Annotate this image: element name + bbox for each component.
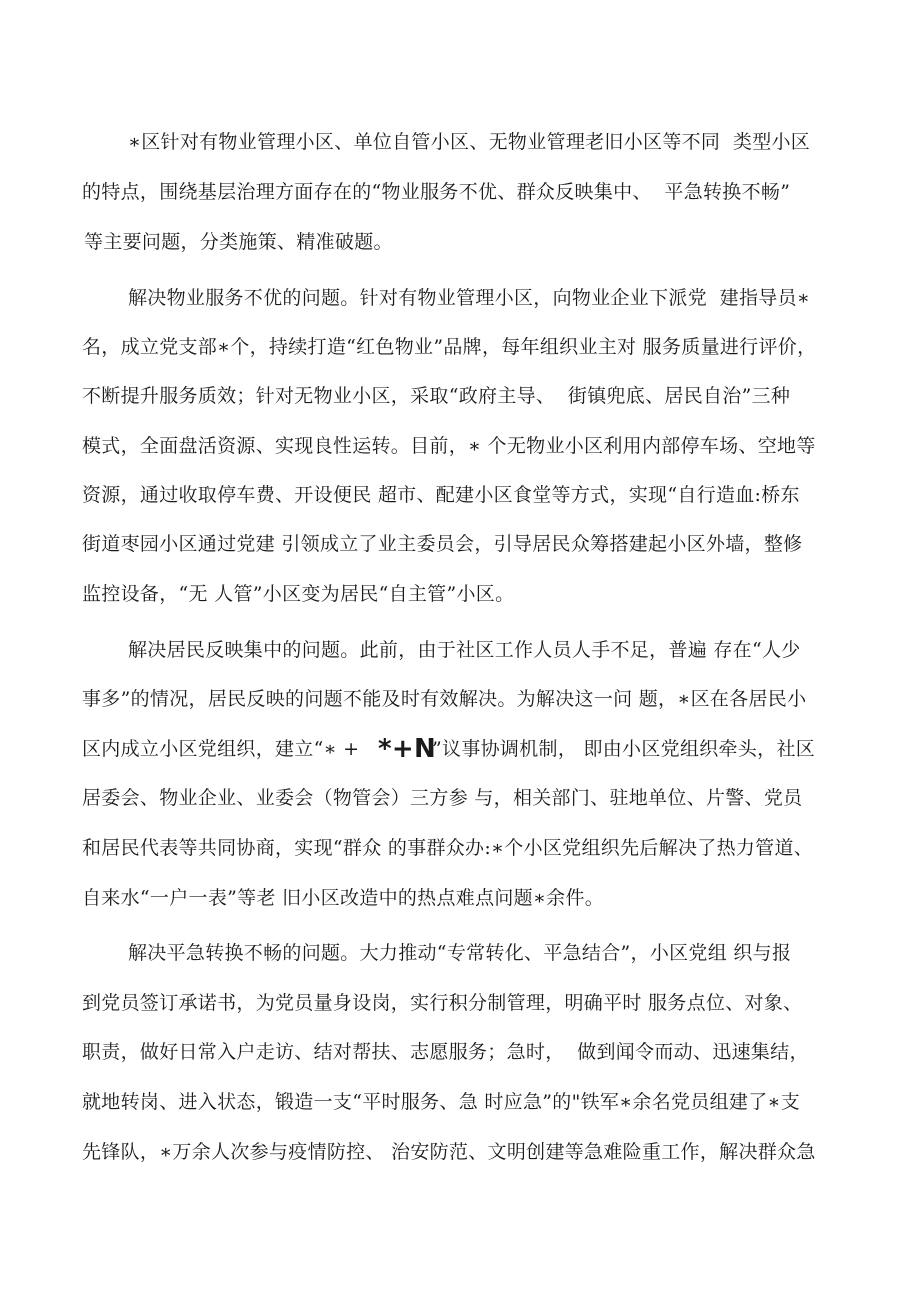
paragraph-4-line-4 — [0, 1086, 920, 1118]
text-line: 监控设备，“无 人管”小区变为居民“自主管”小区。 — [82, 583, 515, 605]
paragraph-3-line-3 — [0, 733, 920, 765]
text-line: 和居民代表等共同协商，实现“群众 的事群众办:∗个小区党组织先后解决了热力管道、 — [82, 837, 814, 859]
text-line: 就地转岗、进入状态，锻造一支“平时服务、急 时应急”的"铁军∗余名党员组建了∗支 — [82, 1091, 801, 1113]
text-line: 等主要问题，分类施策、精准破题。 — [84, 231, 393, 253]
paragraph-4-line-5 — [0, 1136, 920, 1168]
text-line: 解决物业服务不优的问题。针对有物业管理小区，向物业企业下派党 建指导员∗ — [128, 287, 811, 309]
text-line: 自来水“一户一表”等老 旧小区改造中的热点难点问题∗余件。 — [82, 887, 605, 909]
text-line: 资源，通过收取停车费、开设便民 超市、配建小区食堂等方式，实现“自行造血:桥东 — [82, 484, 800, 506]
text-line: 街道枣园小区通过党建 引领成立了业主委员会，引导居民众筹搭建起小区外墙，整修 — [82, 533, 803, 555]
paragraph-3-line-2 — [0, 683, 920, 715]
paragraph-2-line-7 — [0, 578, 920, 610]
paragraph-2-line-3 — [0, 380, 920, 412]
text-line: 事多”的情况，居民反映的问题不能及时有效解决。为解决这一问 题，∗区在各居民小 — [82, 688, 807, 710]
text-line-tail: ”议事协调机制， 即由小区党组织牵头，社区 — [432, 738, 816, 760]
paragraph-3-line-4 — [0, 782, 920, 814]
text-line: ∗区针对有物业管理小区、单位自管小区、无物业管理老旧小区等不同 类型小区 — [128, 131, 811, 153]
paragraph-2-line-1 — [0, 282, 920, 314]
paragraph-2-line-2 — [0, 331, 920, 363]
paragraph-4-line-1 — [0, 937, 920, 969]
paragraph-1-line-2 — [0, 176, 920, 208]
paragraph-2-line-6 — [0, 528, 920, 560]
text-line: 解决平急转换不畅的问题。大力推动“专常转化、平急结合”，小区党组 织与报 — [128, 942, 792, 964]
text-line: 先锋队，∗万余人次参与疫情防控、 治安防范、文明创建等急难险重工作，解决群众急 — [82, 1141, 816, 1163]
text-line: 不断提升服务质效；针对无物业小区，采取“政府主导、 街镇兜底、居民自治”三种 — [82, 385, 791, 407]
paragraph-3-line-5 — [0, 832, 920, 864]
text-line: 职责，做好日常入户走访、结对帮扶、志愿服务；急时， 做到闻令而动、迅速集结， — [82, 1041, 809, 1063]
paragraph-2-line-5 — [0, 479, 920, 511]
text-line: 名，成立党支部∗个，持续打造“红色物业”品牌，每年组织业主对 服务质量进行评价， — [82, 336, 817, 358]
text-line-start: 区内成立小区党组织，建立“∗ + — [82, 738, 366, 760]
text-line: 解决居民反映集中的问题。此前，由于社区工作人员人手不足，普遍 存在“人少 — [128, 639, 801, 661]
paragraph-1-line-3 — [0, 226, 920, 258]
paragraph-1-line-1 — [0, 126, 920, 158]
paragraph-4-line-2 — [0, 987, 920, 1019]
text-line: 的特点，围绕基层治理方面存在的“物业服务不优、群众反映集中、 平急转换不畅” — [82, 181, 791, 203]
big-inline-text: *+N — [378, 734, 437, 764]
paragraph-4-line-3 — [0, 1036, 920, 1068]
paragraph-3-line-1 — [0, 634, 920, 666]
paragraph-2-line-4 — [0, 430, 920, 462]
paragraph-3-line-6 — [0, 882, 920, 914]
text-line: 模式，全面盘活资源、实现良性运转。目前，∗ 个无物业小区利用内部停车场、空地等 — [82, 435, 816, 457]
text-line: 到党员签订承诺书，为党员量身设岗，实行积分制管理，明确平时 服务点位、对象、 — [82, 992, 803, 1014]
text-line: 居委会、物业企业、业委会（物管会）三方参 与，相关部门、驻地单位、片警、党员 — [82, 787, 803, 809]
